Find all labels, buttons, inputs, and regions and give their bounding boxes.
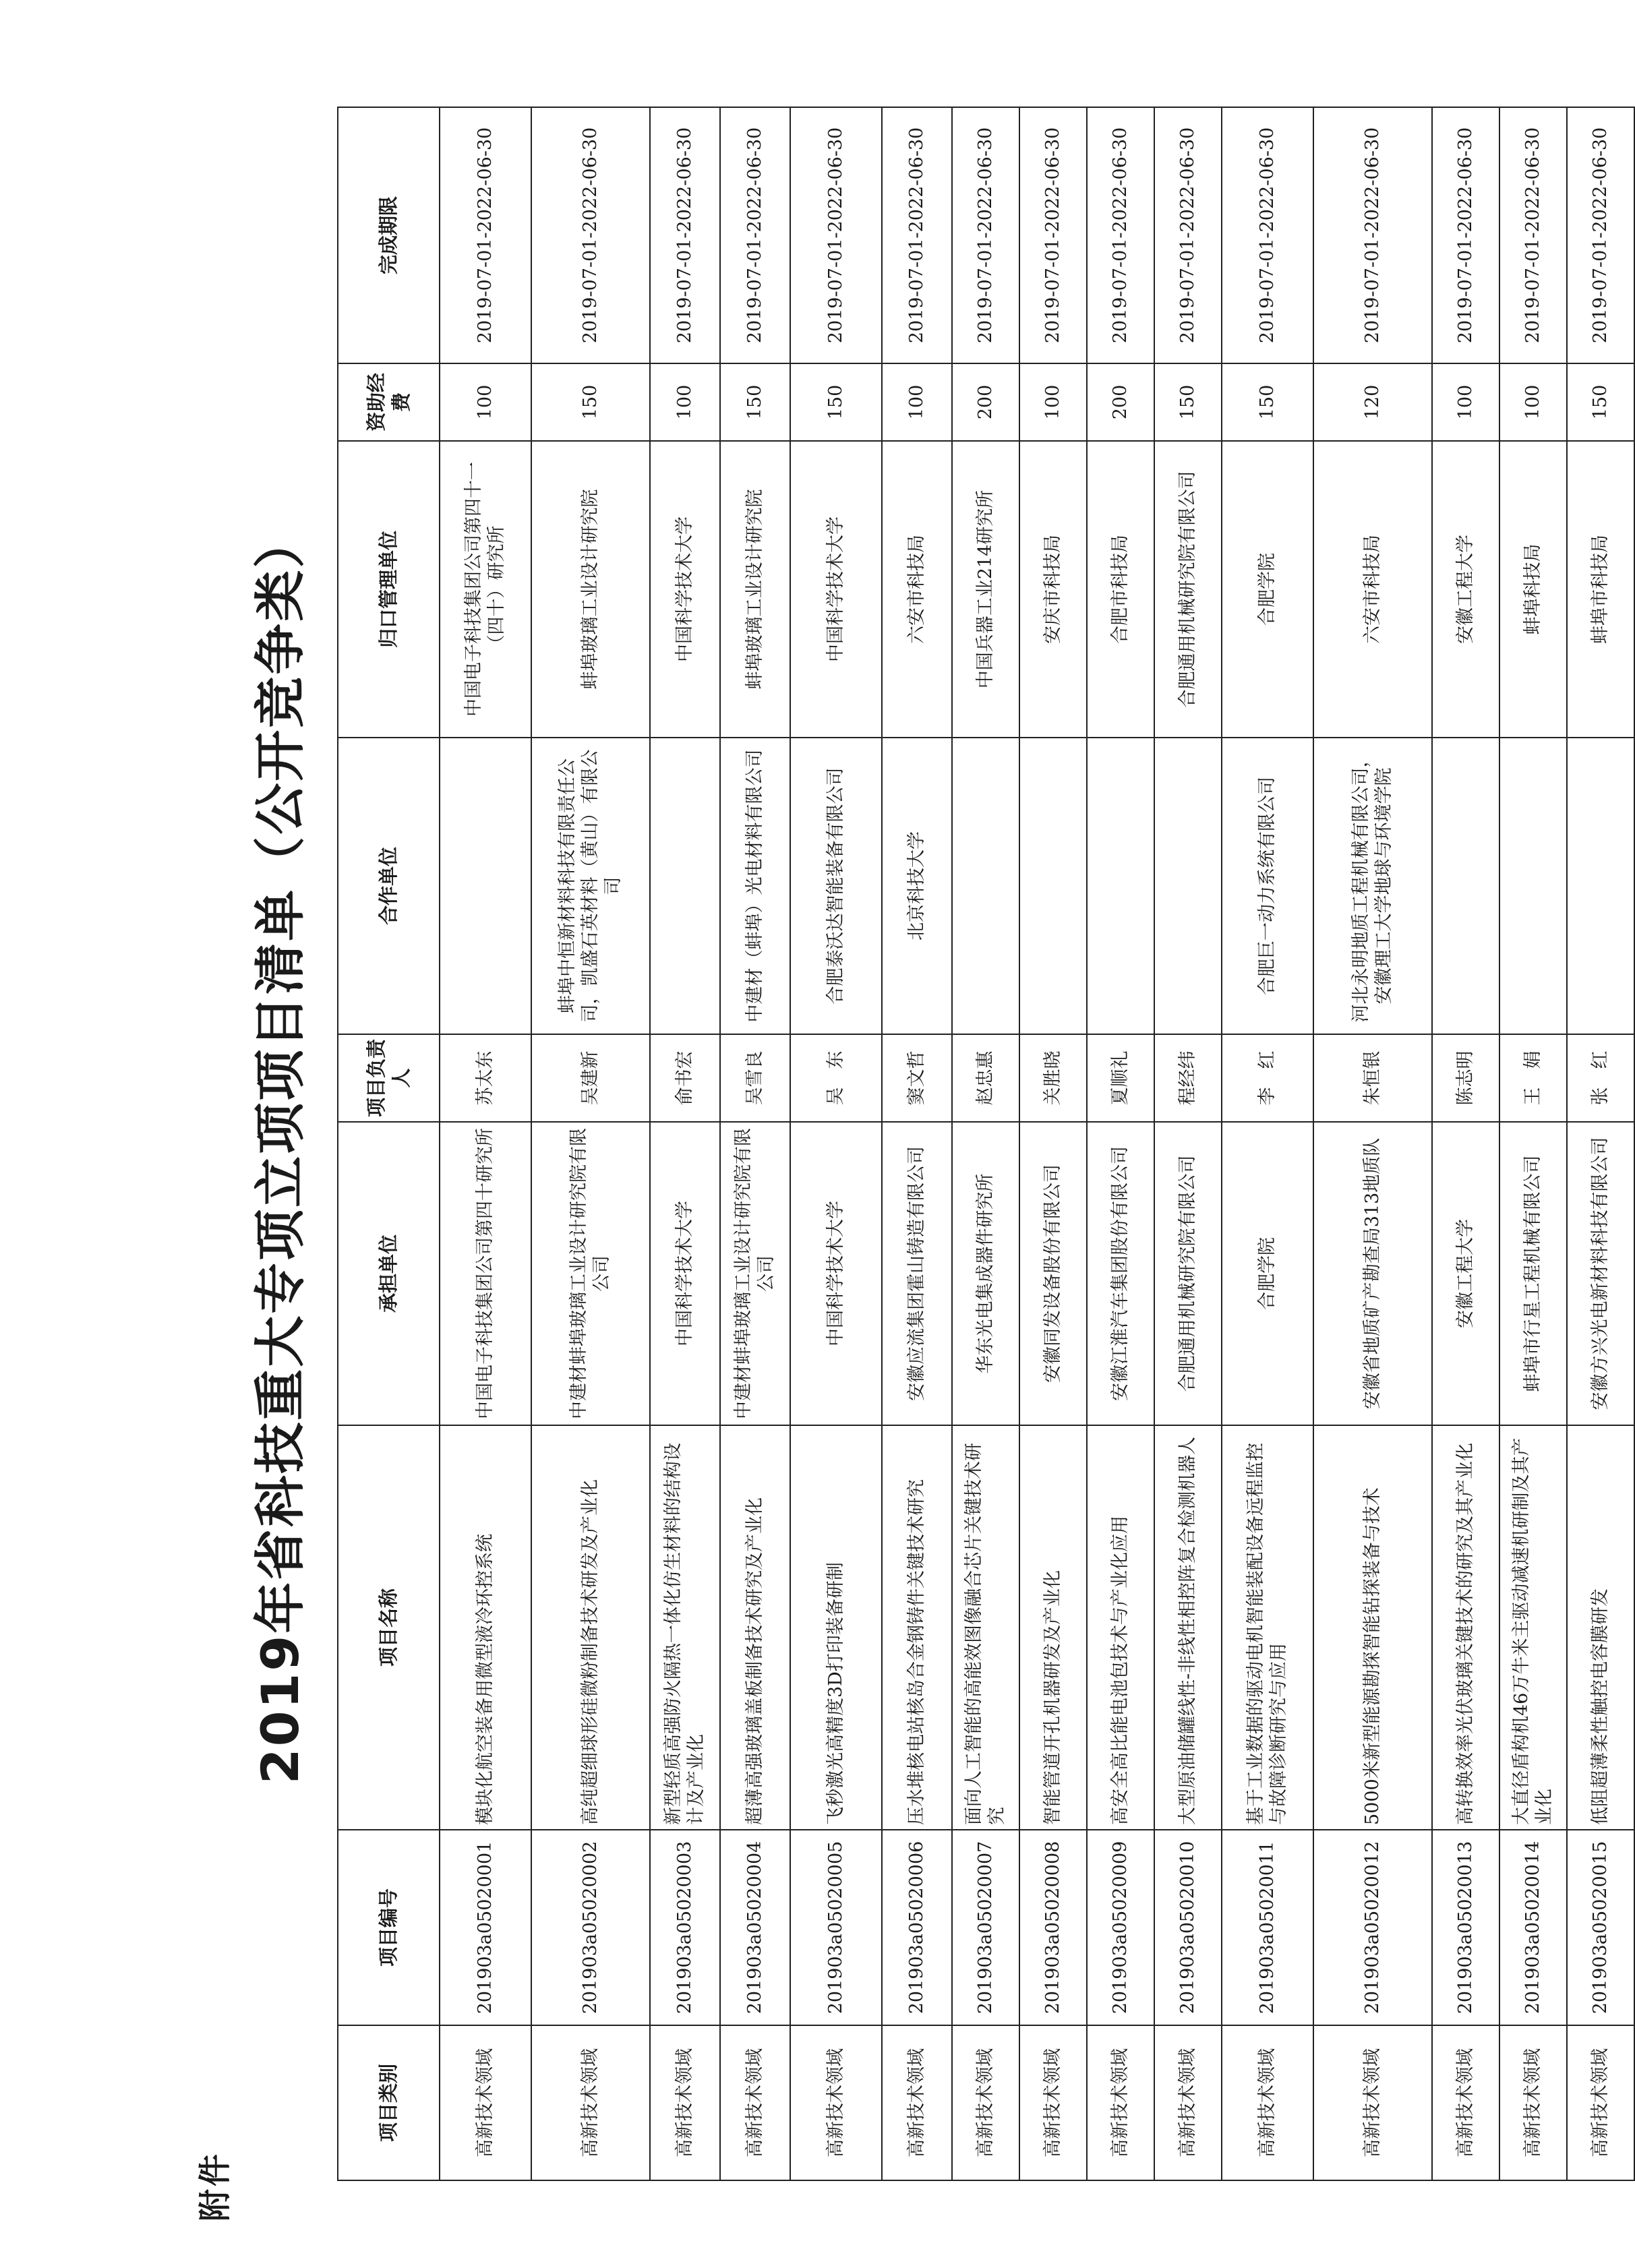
header-partner: 合作单位	[338, 738, 440, 1034]
table-row	[531, 107, 650, 2180]
cell-undertaker: 中建材蚌埠玻璃工业设计研究院有限公司	[531, 1122, 650, 1425]
table-row	[882, 107, 952, 2180]
cell-code: 201903a05020003	[650, 1830, 720, 2025]
cell-category: 高新技术领域	[790, 2025, 882, 2180]
cell-partner: 合肥巨一动力系统有限公司	[1222, 738, 1313, 1034]
cell-authority: 六安市科技局	[882, 441, 952, 738]
cell-deadline: 2019-07-01-2022-06-30	[650, 107, 720, 363]
cell-deadline: 2019-07-01-2022-06-30	[1313, 107, 1432, 363]
cell-code: 201903a05020014	[1499, 1830, 1567, 2025]
table-row	[790, 107, 882, 2180]
cell-funding: 150	[1154, 363, 1222, 441]
cell-authority: 中国电子科技集团公司第四十一（四十）研究所	[440, 441, 531, 738]
cell-undertaker: 合肥通用机械研究院有限公司	[1154, 1122, 1222, 1425]
cell-name: 5000米新型能源勘探智能钻探装备与技术	[1313, 1425, 1432, 1830]
cell-partner	[1432, 738, 1499, 1034]
cell-category: 高新技术领域	[882, 2025, 952, 2180]
cell-code: 201903a05020012	[1313, 1830, 1432, 2025]
cell-name: 新型轻质高强防火隔热一体化仿生材料的结构设计及产业化	[650, 1425, 720, 1830]
cell-leader: 王 娟	[1499, 1034, 1567, 1122]
rotated-document	[196, 78, 1611, 2221]
cell-undertaker: 中国电子科技集团公司第四十研究所	[440, 1122, 531, 1425]
cell-authority: 蚌埠市科技局	[1567, 441, 1634, 738]
cell-name: 低阻超薄柔性触控电容膜研发	[1567, 1425, 1634, 1830]
cell-category: 高新技术领域	[1154, 2025, 1222, 2180]
cell-deadline: 2019-07-01-2022-06-30	[1019, 107, 1087, 363]
cell-code: 201903a05020004	[720, 1830, 790, 2025]
project-table	[337, 107, 1635, 2181]
cell-undertaker: 中国科学技术大学	[790, 1122, 882, 1425]
cell-undertaker: 安徽省地质矿产勘查局313地质队	[1313, 1122, 1432, 1425]
cell-name: 大直径盾构机46万牛米主驱动减速机研制及其产业化	[1499, 1425, 1567, 1830]
cell-partner	[1567, 738, 1634, 1034]
cell-deadline: 2019-07-01-2022-06-30	[1499, 107, 1567, 363]
cell-authority: 蚌埠科技局	[1499, 441, 1567, 738]
table-row	[1019, 107, 1087, 2180]
cell-funding: 100	[1432, 363, 1499, 441]
cell-funding: 150	[720, 363, 790, 441]
cell-leader: 李 红	[1222, 1034, 1313, 1122]
cell-code: 201903a05020011	[1222, 1830, 1313, 2025]
cell-name: 模块化航空装备用微型液冷环控系统	[440, 1425, 531, 1830]
cell-leader: 吴雪良	[720, 1034, 790, 1122]
cell-name: 压水堆核电站核岛合金钢铸件关键技术研究	[882, 1425, 952, 1830]
cell-undertaker: 安徽同发设备股份有限公司	[1019, 1122, 1087, 1425]
cell-deadline: 2019-07-01-2022-06-30	[1222, 107, 1313, 363]
header-name: 项目名称	[338, 1425, 440, 1830]
cell-category: 高新技术领域	[1499, 2025, 1567, 2180]
cell-deadline: 2019-07-01-2022-06-30	[882, 107, 952, 363]
cell-deadline: 2019-07-01-2022-06-30	[952, 107, 1019, 363]
table-row	[720, 107, 790, 2180]
cell-authority: 中国科学技术大学	[650, 441, 720, 738]
cell-deadline: 2019-07-01-2022-06-30	[531, 107, 650, 363]
header-category: 项目类别	[338, 2025, 440, 2180]
table-row	[1087, 107, 1154, 2180]
cell-code: 201903a05020002	[531, 1830, 650, 2025]
cell-category: 高新技术领域	[1567, 2025, 1634, 2180]
cell-partner: 合肥泰沃达智能装备有限公司	[790, 738, 882, 1034]
table-row	[1313, 107, 1432, 2180]
cell-name: 高安全高比能电池包技术与产业化应用	[1087, 1425, 1154, 1830]
cell-name: 高纯超细球形硅微粉制备技术研发及产业化	[531, 1425, 650, 1830]
table-row	[1222, 107, 1313, 2180]
cell-category: 高新技术领域	[1222, 2025, 1313, 2180]
cell-funding: 200	[952, 363, 1019, 441]
cell-authority: 合肥通用机械研究院有限公司	[1154, 441, 1222, 738]
cell-partner	[1154, 738, 1222, 1034]
cell-code: 201903a05020005	[790, 1830, 882, 2025]
header-code: 项目编号	[338, 1830, 440, 2025]
cell-code: 201903a05020010	[1154, 1830, 1222, 2025]
cell-partner	[440, 738, 531, 1034]
cell-partner: 河北永明地质工程机械有限公司，安徽理工大学地球与环境学院	[1313, 738, 1432, 1034]
cell-deadline: 2019-07-01-2022-06-30	[1567, 107, 1634, 363]
cell-undertaker: 合肥学院	[1222, 1122, 1313, 1425]
cell-leader: 朱恒银	[1313, 1034, 1432, 1122]
cell-name: 面向人工智能的高能效图像融合芯片关键技术研究	[952, 1425, 1019, 1830]
cell-category: 高新技术领域	[531, 2025, 650, 2180]
cell-deadline: 2019-07-01-2022-06-30	[1432, 107, 1499, 363]
cell-undertaker: 安徽江淮汽车集团股份有限公司	[1087, 1122, 1154, 1425]
cell-code: 201903a05020006	[882, 1830, 952, 2025]
cell-name: 基于工业数据的驱动电机智能装配设备远程监控与故障诊断研究与应用	[1222, 1425, 1313, 1830]
cell-undertaker: 安徽方兴光电新材料科技有限公司	[1567, 1122, 1634, 1425]
cell-leader: 夏顺礼	[1087, 1034, 1154, 1122]
cell-leader: 苏太东	[440, 1034, 531, 1122]
cell-name: 超薄高强玻璃盖板制备技术研究及产业化	[720, 1425, 790, 1830]
cell-code: 201903a05020008	[1019, 1830, 1087, 2025]
cell-leader: 窦文哲	[882, 1034, 952, 1122]
cell-undertaker: 中建材蚌埠玻璃工业设计研究院有限公司	[720, 1122, 790, 1425]
cell-funding: 150	[1222, 363, 1313, 441]
cell-category: 高新技术领域	[1087, 2025, 1154, 2180]
cell-partner	[1499, 738, 1567, 1034]
cell-category: 高新技术领域	[952, 2025, 1019, 2180]
cell-name: 高转换效率光伏玻璃关键技术的研究及其产业化	[1432, 1425, 1499, 1830]
cell-code: 201903a05020007	[952, 1830, 1019, 2025]
cell-undertaker: 中国科学技术大学	[650, 1122, 720, 1425]
cell-funding: 100	[1499, 363, 1567, 441]
cell-partner: 中建材（蚌埠）光电材料有限公司	[720, 738, 790, 1034]
table-header-row	[338, 107, 440, 2180]
cell-category: 高新技术领域	[1432, 2025, 1499, 2180]
cell-leader: 吴建新	[531, 1034, 650, 1122]
cell-name: 智能管道开孔机器研发及产业化	[1019, 1425, 1087, 1830]
cell-name: 飞秒激光高精度3D打印装备研制	[790, 1425, 882, 1830]
cell-category: 高新技术领域	[1019, 2025, 1087, 2180]
cell-funding: 150	[1567, 363, 1634, 441]
cell-leader: 关胜晓	[1019, 1034, 1087, 1122]
cell-deadline: 2019-07-01-2022-06-30	[790, 107, 882, 363]
header-deadline: 完成期限	[338, 107, 440, 363]
cell-category: 高新技术领域	[1313, 2025, 1432, 2180]
cell-leader: 赵忠惠	[952, 1034, 1019, 1122]
cell-code: 201903a05020009	[1087, 1830, 1154, 2025]
cell-leader: 吴 东	[790, 1034, 882, 1122]
cell-undertaker: 安徽应流集团霍山铸造有限公司	[882, 1122, 952, 1425]
cell-leader: 张 红	[1567, 1034, 1634, 1122]
cell-category: 高新技术领域	[720, 2025, 790, 2180]
cell-code: 201903a05020013	[1432, 1830, 1499, 2025]
header-leader: 项目负责人	[338, 1034, 440, 1122]
cell-authority: 中国兵器工业214研究所	[952, 441, 1019, 738]
cell-deadline: 2019-07-01-2022-06-30	[720, 107, 790, 363]
cell-funding: 150	[531, 363, 650, 441]
cell-funding: 100	[882, 363, 952, 441]
cell-partner: 北京科技大学	[882, 738, 952, 1034]
cell-partner	[650, 738, 720, 1034]
table-row	[952, 107, 1019, 2180]
table-row	[1499, 107, 1567, 2180]
cell-funding: 100	[1019, 363, 1087, 441]
header-authority: 归口管理单位	[338, 441, 440, 738]
cell-authority: 蚌埠玻璃工业设计研究院	[720, 441, 790, 738]
cell-code: 201903a05020001	[440, 1830, 531, 2025]
cell-name: 大型原油储罐线性-非线性相控阵复合检测机器人	[1154, 1425, 1222, 1830]
cell-deadline: 2019-07-01-2022-06-30	[1087, 107, 1154, 363]
cell-leader: 程经纬	[1154, 1034, 1222, 1122]
cell-category: 高新技术领域	[650, 2025, 720, 2180]
cell-funding: 100	[440, 363, 531, 441]
cell-authority: 中国科学技术大学	[790, 441, 882, 738]
cell-partner: 蚌埠中恒新材料科技有限责任公司，凯盛石英材料（黄山）有限公司	[531, 738, 650, 1034]
header-undertaker: 承担单位	[338, 1122, 440, 1425]
cell-leader: 俞书宏	[650, 1034, 720, 1122]
cell-undertaker: 安徽工程大学	[1432, 1122, 1499, 1425]
cell-undertaker: 华东光电集成器件研究所	[952, 1122, 1019, 1425]
cell-authority: 六安市科技局	[1313, 441, 1432, 738]
cell-deadline: 2019-07-01-2022-06-30	[1154, 107, 1222, 363]
cell-funding: 100	[650, 363, 720, 441]
table-row	[1432, 107, 1499, 2180]
table-row	[1567, 107, 1634, 2180]
table-row	[1154, 107, 1222, 2180]
cell-leader: 陈志明	[1432, 1034, 1499, 1122]
cell-funding: 150	[790, 363, 882, 441]
cell-category: 高新技术领域	[440, 2025, 531, 2180]
cell-funding: 120	[1313, 363, 1432, 441]
cell-undertaker: 蚌埠市行星工程机械有限公司	[1499, 1122, 1567, 1425]
header-funding: 资助经费	[338, 363, 440, 441]
cell-partner	[952, 738, 1019, 1034]
table-row	[440, 107, 531, 2180]
cell-authority: 合肥市科技局	[1087, 441, 1154, 738]
cell-code: 201903a05020015	[1567, 1830, 1634, 2025]
cell-funding: 200	[1087, 363, 1154, 441]
document-title: 2019年省科技重大专项立项项目清单（公开竞争类）	[250, 514, 310, 1785]
cell-authority: 安徽工程大学	[1432, 441, 1499, 738]
attachment-label: 附件	[196, 2151, 234, 2221]
cell-partner	[1087, 738, 1154, 1034]
cell-authority: 蚌埠玻璃工业设计研究院	[531, 441, 650, 738]
table-row	[650, 107, 720, 2180]
cell-authority: 合肥学院	[1222, 441, 1313, 738]
cell-deadline: 2019-07-01-2022-06-30	[440, 107, 531, 363]
cell-authority: 安庆市科技局	[1019, 441, 1087, 738]
cell-partner	[1019, 738, 1087, 1034]
